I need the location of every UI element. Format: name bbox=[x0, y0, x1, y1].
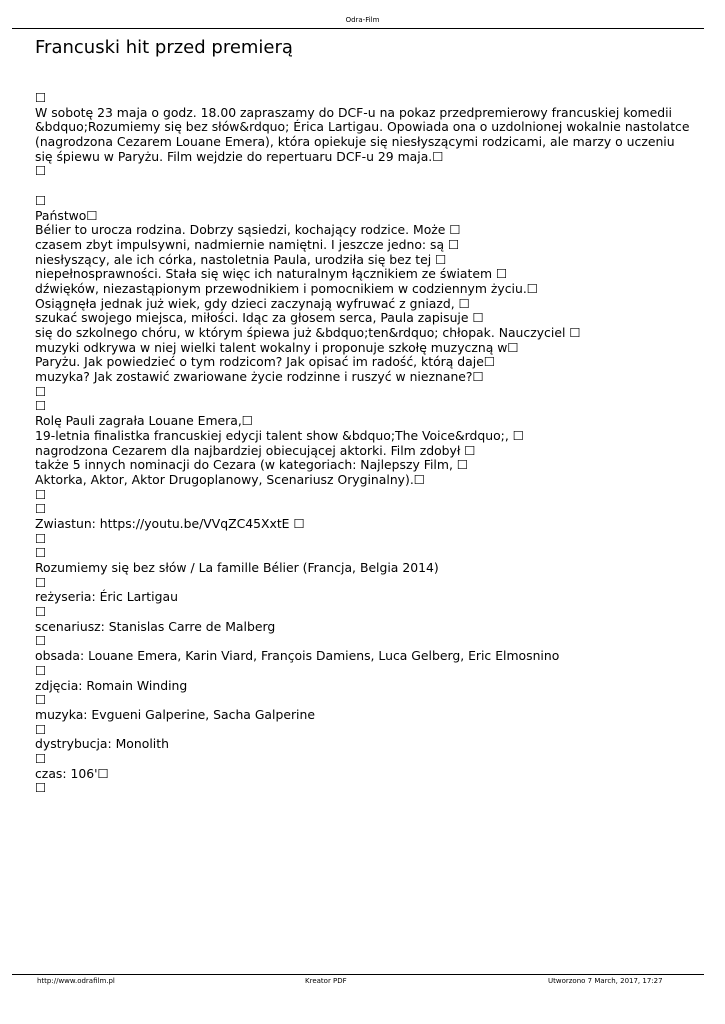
article-line: ☐ bbox=[35, 501, 47, 517]
article-line: się śpiewu w Paryżu. Film wejdzie do repertuaru DCF-u 29 maja.☐ bbox=[35, 148, 444, 164]
article-line: (nagrodzona Cezarem Louane Emera), która opiekuje się niesłyszącymi rodzicami, ale marzy o uczeniu bbox=[35, 134, 675, 150]
article-line: Osiągnęła jednak już wiek, gdy dzieci zaczynają wyfruwać z gniazd, ☐ bbox=[35, 295, 470, 311]
article-title: Francuski hit przed premierą bbox=[35, 37, 293, 58]
article-line: ☐ bbox=[35, 574, 47, 590]
article-line: muzyka? Jak zostawić zwariowane życie rodzinne i ruszyć w nieznane?☐ bbox=[35, 369, 484, 385]
header-divider bbox=[12, 28, 704, 29]
article-line: scenariusz: Stanislas Carre de Malberg bbox=[35, 618, 276, 634]
article-line: ☐ bbox=[35, 780, 47, 796]
article-line: Rozumiemy się bez słów / La famille Bélier (Francja, Belgia 2014) bbox=[35, 560, 439, 575]
article-line: szukać swojego miejsca, miłości. Idąc za głosem serca, Paula zapisuje ☐ bbox=[35, 310, 484, 326]
footer-url[interactable]: http://www.odrafilm.pl bbox=[37, 977, 115, 985]
footer-created: Utworzono 7 March, 2017, 17:27 bbox=[548, 977, 663, 985]
article-line: ☐ bbox=[35, 90, 47, 105]
site-name: Odra-Film bbox=[345, 16, 380, 24]
article-line: ☐ bbox=[35, 383, 47, 399]
article-line: muzyka: Evgueni Galperine, Sacha Galperine bbox=[35, 706, 315, 722]
article-line: niesłyszący, ale ich córka, nastoletnia Paula, urodziła się bez tej ☐ bbox=[35, 251, 447, 267]
article-line: ☐ bbox=[35, 721, 47, 737]
article-line: Zwiastun: https://youtu.be/VVqZC45XxtE ☐ bbox=[35, 515, 305, 531]
article-line: ☐ bbox=[35, 486, 47, 502]
article-line: Aktorka, Aktor, Aktor Drugoplanowy, Scenariusz Oryginalny).☐ bbox=[35, 471, 425, 487]
article-line: Bélier to urocza rodzina. Dobrzy sąsiedzi, kochający rodzice. Może ☐ bbox=[35, 222, 461, 238]
article-line: także 5 innych nominacji do Cezara (w kategoriach: Najlepszy Film, ☐ bbox=[35, 457, 468, 473]
article-line: Państwo☐ bbox=[35, 207, 98, 223]
article-line: 19-letnia finalistka francuskiej edycji talent show &bdquo;The Voice&rdquo;, ☐ bbox=[35, 427, 524, 443]
article-line: dystrybucja: Monolith bbox=[35, 736, 169, 752]
article-line: ☐ bbox=[35, 545, 47, 561]
footer-divider bbox=[12, 974, 704, 975]
article-line: Paryżu. Jak powiedzieć o tym rodzicom? Jak opisać im radość, którą daje☐ bbox=[35, 354, 495, 370]
article-line: nagrodzona Cezarem dla najbardziej obiecującej aktorki. Film zdobył ☐ bbox=[35, 442, 476, 458]
article-line: zdjęcia: Romain Winding bbox=[35, 677, 188, 693]
article-line: ☐ bbox=[35, 692, 47, 708]
article-body bbox=[35, 91, 705, 796]
article-line: ☐ bbox=[35, 192, 47, 208]
article-line: ☐ bbox=[35, 750, 47, 766]
article-line bbox=[35, 179, 705, 194]
article-line: reżyseria: Éric Lartigau bbox=[35, 589, 178, 605]
article-line: ☐ bbox=[35, 604, 47, 620]
footer-generator: Kreator PDF bbox=[305, 977, 347, 985]
article-line: &bdquo;Rozumiemy się bez słów&rdquo; Érica Lartigau. Opowiada ona o uzdolnionej wokalnie nastolatce bbox=[35, 119, 690, 135]
article-line: czasem zbyt impulsywni, nadmiernie namiętni. I jeszcze jedno: są ☐ bbox=[35, 236, 460, 252]
article-line: dźwięków, niezastąpionym przewodnikiem i pomocnikiem w codziennym życiu.☐ bbox=[35, 280, 538, 296]
article-line: się do szkolnego chóru, w którym śpiewa już &bdquo;ten&rdquo; chłopak. Nauczyciel ☐ bbox=[35, 325, 581, 340]
article-line: Rolę Pauli zagrała Louane Emera,☐ bbox=[35, 413, 253, 429]
article-line: W sobotę 23 maja o godz. 18.00 zapraszamy do DCF-u na pokaz przedpremierowy francuskiej komedii bbox=[35, 104, 672, 120]
article-line: obsada: Louane Emera, Karin Viard, François Damiens, Luca Gelberg, Eric Elmosnino bbox=[35, 648, 560, 664]
article-line: ☐ bbox=[35, 662, 47, 678]
article-line: niepełnosprawności. Stała się więc ich naturalnym łącznikiem ze światem ☐ bbox=[35, 266, 508, 282]
article-line: ☐ bbox=[35, 398, 47, 414]
article-line: czas: 106'☐ bbox=[35, 765, 109, 781]
article-line: ☐ bbox=[35, 633, 47, 649]
article-line: ☐ bbox=[35, 530, 47, 546]
article-line: muzyki odkrywa w niej wielki talent wokalny i proponuje szkołę muzyczną w☐ bbox=[35, 339, 519, 355]
article-line: ☐ bbox=[35, 163, 47, 179]
